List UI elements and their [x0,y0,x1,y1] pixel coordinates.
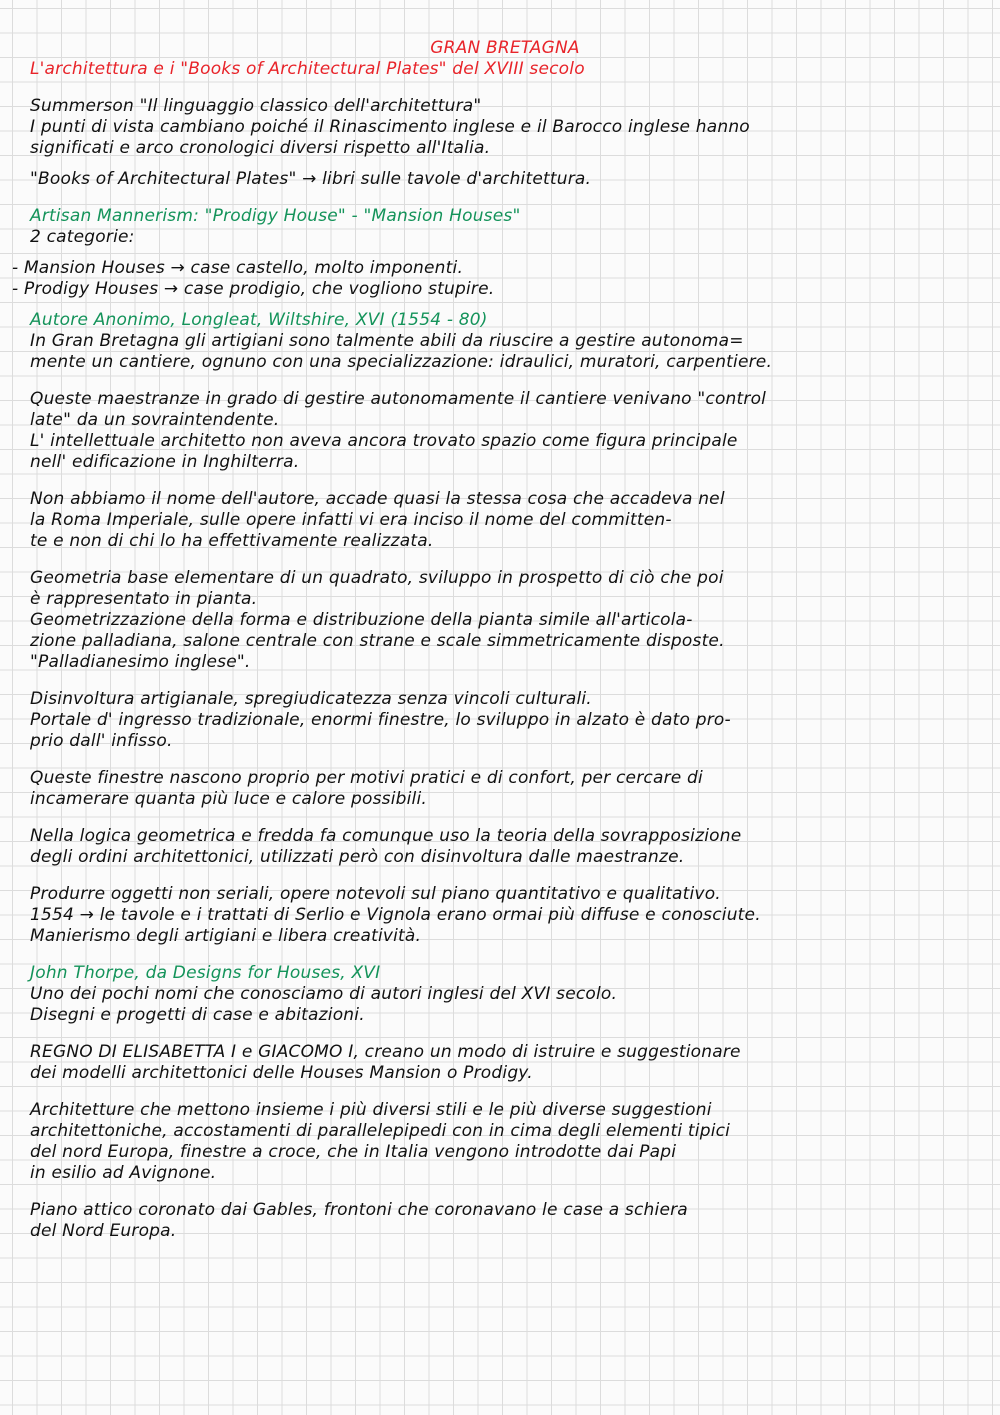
page-subtitle: L'architettura e i "Books of Architectural Plates" del XVIII secolo [30,59,585,79]
paragraph [30,689,980,752]
text-line: Manierismo degli artigiani e libera creatività. [30,926,422,946]
text-line: 1554 → le tavole e i trattati di Serlio e Vignola erano ormai più diffuse e conosciute. [30,905,761,925]
text-line: Architetture che mettono insieme i più diversi stili e le più diverse suggestioni [30,1100,712,1120]
paragraph [30,826,980,868]
paragraph [30,489,980,552]
text-line: prio dall' infisso. [30,731,173,751]
paragraph [30,331,980,373]
paragraph [30,1042,980,1084]
text-line: Produrre oggetti non seriali, opere notevoli sul piano quantitativo e qualitativo. [30,884,721,904]
text-line: L' intellettuale architetto non aveva ancora trovato spazio come figura principale [30,431,738,451]
text-line: è rappresentato in pianta. [30,589,258,609]
text-line: zione palladiana, salone centrale con strane e scale simmetricamente disposte. [30,631,725,651]
text-line: del Nord Europa. [30,1221,177,1241]
text-line: nell' edificazione in Inghilterra. [30,452,300,472]
text-line: in esilio ad Avignone. [30,1163,217,1183]
notebook-page [12,38,980,1242]
paragraph [30,568,980,673]
paragraph [30,984,980,1026]
text-line: Summerson "Il linguaggio classico dell'architettura" [30,96,482,116]
text-line: del nord Europa, finestre a croce, che in Italia vengono introdotte dai Papi [30,1142,677,1162]
text-line: Queste finestre nascono proprio per motivi pratici e di confort, per cercare di [30,768,703,788]
paragraph [30,1200,980,1242]
text-line: incamerare quanta più luce e calore possibili. [30,789,427,809]
section-artisan-mannerism [12,206,980,300]
paragraph [30,389,980,473]
text-line: 2 categorie: [30,227,135,247]
text-line: degli ordini architettonici, utilizzati però con disinvoltura dalle maestranze. [30,847,685,867]
text-line: Piano attico coronato dai Gables, frontoni che coronavano le case a schiera [30,1200,688,1220]
text-line: Portale d' ingresso tradizionale, enormi finestre, lo sviluppo in alzato è dato pro- [30,710,731,730]
list-item: - Mansion Houses → case castello, molto imponenti. [12,258,464,278]
text-line: dei modelli architettonici delle Houses Mansion o Prodigy. [30,1063,533,1083]
text-line: Geometria base elementare di un quadrato, sviluppo in prospetto di ciò che poi [30,568,724,588]
paragraph [30,884,980,947]
text-line: late" da un sovraintendente. [30,410,280,430]
text-line: Queste maestranze in grado di gestire autonomamente il cantiere venivano "control [30,389,767,409]
text-line: te e non di chi lo ha effettivamente realizzata. [30,531,434,551]
text-line: I punti di vista cambiano poiché il Rinascimento inglese e il Barocco inglese hanno [30,117,750,137]
paragraph [30,768,980,810]
text-line: mente un cantiere, ognuno con una specializzazione: idraulici, muratori, carpentiere. [30,352,773,372]
text-line: Uno dei pochi nomi che conosciamo di autori inglesi del XVI secolo. [30,984,618,1004]
section-heading: Autore Anonimo, Longleat, Wiltshire, XVI (1554 - 80) [30,310,488,330]
text-line: Geometrizzazione della forma e distribuzione della pianta simile all'articola- [30,610,693,630]
text-line: Nella logica geometrica e fredda fa comunque uso la teoria della sovrapposizione [30,826,742,846]
list-item: - Prodigy Houses → case prodigio, che vogliono stupire. [12,279,495,299]
section-longleat [30,310,980,947]
text-line: Disegni e progetti di case e abitazioni. [30,1005,365,1025]
section-heading: Artisan Mannerism: "Prodigy House" - "Mansion Houses" [30,206,521,226]
books-definition: "Books of Architectural Plates" → libri sulle tavole d'architettura. [30,169,592,189]
text-line: significati e arco cronologici diversi rispetto all'Italia. [30,138,491,158]
page-title: GRAN BRETAGNA [430,38,580,58]
text-line: REGNO DI ELISABETTA I e GIACOMO I, creano un modo di istruire e suggestionare [30,1042,741,1062]
text-line: Non abbiamo il nome dell'autore, accade quasi la stessa cosa che accadeva nel [30,489,725,509]
text-line: In Gran Bretagna gli artigiani sono talmente abili da riuscire a gestire autonoma= [30,331,744,351]
section-john-thorpe [30,963,980,1242]
section-heading: John Thorpe, da Designs for Houses, XVI [30,963,381,983]
text-line: la Roma Imperiale, sulle opere infatti vi era inciso il nome del committen- [30,510,672,530]
intro-paragraph [30,96,980,159]
paragraph [30,1100,980,1184]
text-line: architettoniche, accostamenti di parallelepipedi con in cima degli elementi tipici [30,1121,731,1141]
text-line: "Palladianesimo inglese". [30,652,251,672]
text-line: Disinvoltura artigianale, spregiudicatezza senza vincoli culturali. [30,689,592,709]
